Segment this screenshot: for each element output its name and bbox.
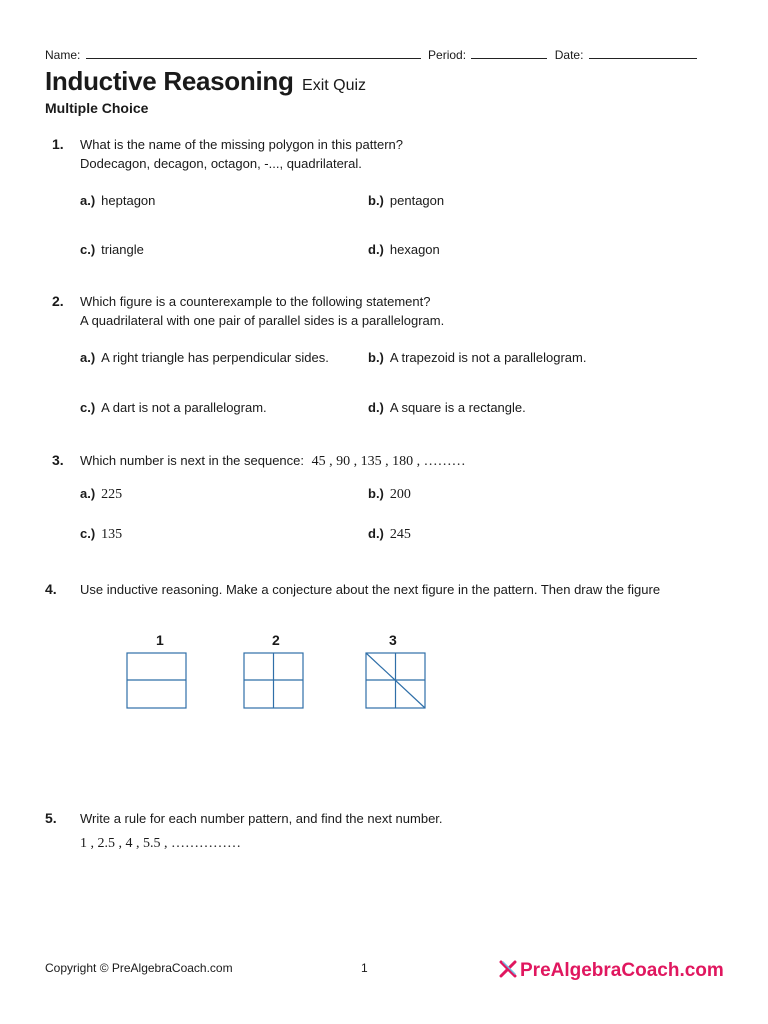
- date-blank[interactable]: [589, 47, 697, 59]
- question-5-sequence: 1 , 2.5 , 4 , 5.5 , ……………: [80, 836, 241, 851]
- section-title: Multiple Choice: [45, 100, 149, 116]
- question-3-option-c[interactable]: c.) 135: [80, 526, 123, 542]
- question-2-number: 2.: [52, 293, 64, 309]
- figure-3: [365, 652, 427, 710]
- question-1-option-b[interactable]: b.) pentagon: [368, 193, 445, 208]
- period-label: Period:: [428, 48, 467, 62]
- figure-2: [243, 652, 305, 710]
- question-2-option-a[interactable]: a.) A right triangle has perpendicular sides.: [80, 350, 329, 365]
- figure-3-label: 3: [389, 632, 397, 648]
- figure-1-label: 1: [156, 632, 164, 648]
- figure-1: [126, 652, 188, 710]
- question-5-number: 5.: [45, 810, 57, 826]
- question-1-line-2: Dodecagon, decagon, octagon, -..., quadrilateral.: [80, 156, 362, 171]
- question-4-number: 4.: [45, 581, 57, 597]
- question-2-option-b[interactable]: b.) A trapezoid is not a parallelogram.: [368, 350, 587, 365]
- question-2-line-1: Which figure is a counterexample to the following statement?: [80, 294, 431, 309]
- question-1-line-1: What is the name of the missing polygon in this pattern?: [80, 137, 404, 152]
- page-number: 1: [361, 961, 368, 975]
- question-3-sequence: 45 , 90 , 135 , 180 , ………: [311, 454, 466, 469]
- period-blank[interactable]: [471, 47, 547, 59]
- title-main: Inductive Reasoning: [45, 66, 294, 96]
- page-title: [45, 66, 366, 97]
- question-1-option-d[interactable]: d.) hexagon: [368, 242, 440, 257]
- header-line: [45, 47, 701, 62]
- crossed-pencils-icon: [498, 959, 518, 979]
- question-1-number: 1.: [52, 136, 64, 152]
- figure-2-label: 2: [272, 632, 280, 648]
- question-3-number: 3.: [52, 452, 64, 468]
- question-2-option-c[interactable]: c.) A dart is not a parallelogram.: [80, 400, 267, 415]
- question-2-text: [80, 292, 444, 330]
- title-sub: Exit Quiz: [302, 77, 367, 94]
- question-3-option-d[interactable]: d.) 245: [368, 526, 411, 542]
- brand-logo[interactable]: [498, 959, 724, 982]
- question-4-text: Use inductive reasoning. Make a conjecture about the next figure in the pattern. Then draw the figure: [80, 582, 661, 597]
- question-2-line-2: A quadrilateral with one pair of parallel sides is a parallelogram.: [80, 313, 445, 328]
- question-1-option-c[interactable]: c.) triangle: [80, 242, 144, 257]
- question-5-text: Write a rule for each number pattern, and find the next number.: [80, 811, 443, 826]
- question-3-line-1: Which number is next in the sequence:: [80, 453, 305, 468]
- date-label: Date:: [554, 48, 584, 62]
- question-1-option-a[interactable]: a.) heptagon: [80, 193, 156, 208]
- logo-text: PreAlgebraCoach.com: [520, 960, 724, 981]
- name-label: Name:: [45, 48, 81, 62]
- footer-copyright: Copyright © PreAlgebraCoach.com: [45, 961, 233, 975]
- question-1-text: [80, 135, 403, 173]
- question-3-option-b[interactable]: b.) 200: [368, 486, 411, 502]
- question-2-option-d[interactable]: d.) A square is a rectangle.: [368, 400, 526, 415]
- question-3-option-a[interactable]: a.) 225: [80, 486, 123, 502]
- question-3-text: [80, 451, 466, 471]
- name-blank[interactable]: [86, 47, 421, 59]
